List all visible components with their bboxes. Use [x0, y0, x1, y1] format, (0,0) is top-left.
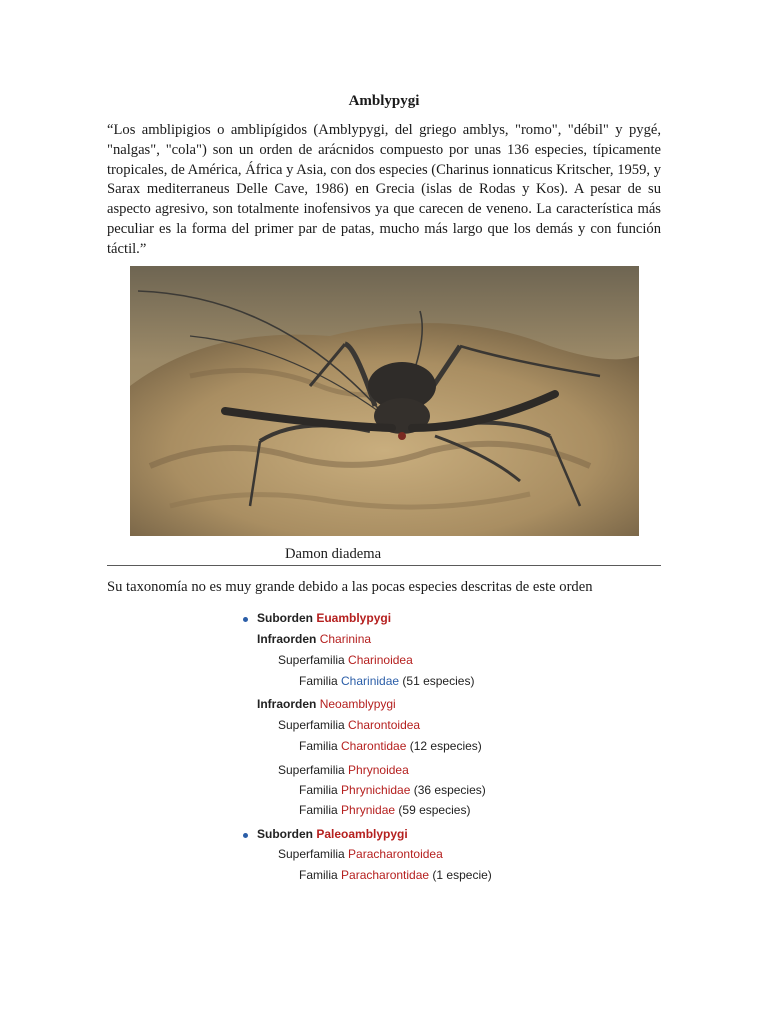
taxonomy-row-superfamilia-4 — [278, 847, 443, 861]
taxon-link-neoamblypygi[interactable]: Neoamblypygi — [319, 697, 396, 711]
taxon-link-charontidae[interactable]: Charontidae — [341, 739, 407, 753]
taxon-link-phrynichidae[interactable]: Phrynichidae — [341, 783, 411, 797]
species-count: (51 especies) — [402, 674, 475, 688]
taxonomy-row-familia-2 — [299, 739, 482, 753]
intro-paragraph: “Los amblipigios o amblipígidos (Amblypygi, del griego amblys, "romo", "débil" y pygé, "nalgas", "cola") son un orden de arácnidos compuesto por unas 136 especies, típicamente tropicales, de América, África y Asia, con dos especies (Charinus ionnaticus Kritscher, 1959, y Sarax mediterraneus Delle Cave, 1986) en Grecia (islas de Rodas y Kos). A pesar de su aspecto agresivo, son totalmente inofensivos ya que carecen de veneno. La característica más peculiar es la forma del primer par de patas, mucho más largo que los demás y con función táctil.” — [107, 122, 661, 257]
taxonomy-row-infraorden-2 — [257, 697, 396, 711]
taxonomy-row-superfamilia-1 — [278, 653, 413, 667]
taxonomy-row-superfamilia-2 — [278, 718, 420, 732]
photo-caption: Damon diadema — [285, 546, 382, 562]
species-count: (1 especie) — [432, 868, 492, 882]
taxon-link-phrynoidea[interactable]: Phrynoidea — [348, 763, 409, 777]
taxonomy-row-familia-4 — [299, 803, 470, 817]
taxon-link-paracharontoidea[interactable]: Paracharontoidea — [348, 847, 443, 861]
document-title: Amblypygi — [348, 93, 420, 109]
taxon-link-paleoamblypygi[interactable]: Paleoamblypygi — [316, 827, 408, 841]
rank-label: Superfamilia — [278, 763, 345, 777]
species-count: (59 especies) — [398, 803, 471, 817]
rank-label: Suborden — [257, 611, 313, 625]
rank-label: Familia — [299, 783, 338, 797]
taxonomy-intro: Su taxonomía no es muy grande debido a las pocas especies descritas de este orden — [107, 579, 593, 595]
taxon-link-charinidae[interactable]: Charinidae — [341, 674, 400, 688]
taxon-link-paracharontidae[interactable]: Paracharontidae — [341, 868, 430, 882]
rank-label: Superfamilia — [278, 653, 345, 667]
species-count: (12 especies) — [409, 739, 482, 753]
rank-label: Infraorden — [257, 697, 317, 711]
taxonomy-row-suborden-1 — [257, 611, 391, 625]
rank-label: Familia — [299, 674, 338, 688]
rank-label: Superfamilia — [278, 718, 345, 732]
taxonomy-row-familia-1 — [299, 674, 474, 688]
taxon-link-euamblypygi[interactable]: Euamblypygi — [316, 611, 392, 625]
rank-label: Familia — [299, 803, 338, 817]
taxonomy-row-infraorden-1 — [257, 632, 371, 646]
species-count: (36 especies) — [413, 783, 486, 797]
rank-label: Superfamilia — [278, 847, 345, 861]
rank-label: Familia — [299, 739, 338, 753]
bullet-icon — [243, 617, 248, 622]
taxonomy-row-familia-3 — [299, 783, 486, 797]
taxonomy-row-superfamilia-3 — [278, 763, 409, 777]
taxon-link-charinoidea[interactable]: Charinoidea — [348, 653, 413, 667]
taxon-link-charinina[interactable]: Charinina — [319, 632, 372, 646]
rank-label: Familia — [299, 868, 338, 882]
taxon-link-phrynidae[interactable]: Phrynidae — [341, 803, 396, 817]
taxon-link-charontoidea[interactable]: Charontoidea — [348, 718, 421, 732]
rank-label: Infraorden — [257, 632, 317, 646]
bullet-icon — [243, 833, 248, 838]
rank-label: Suborden — [257, 827, 313, 841]
taxonomy-row-familia-5 — [299, 868, 492, 882]
taxonomy-row-suborden-2 — [257, 827, 408, 841]
